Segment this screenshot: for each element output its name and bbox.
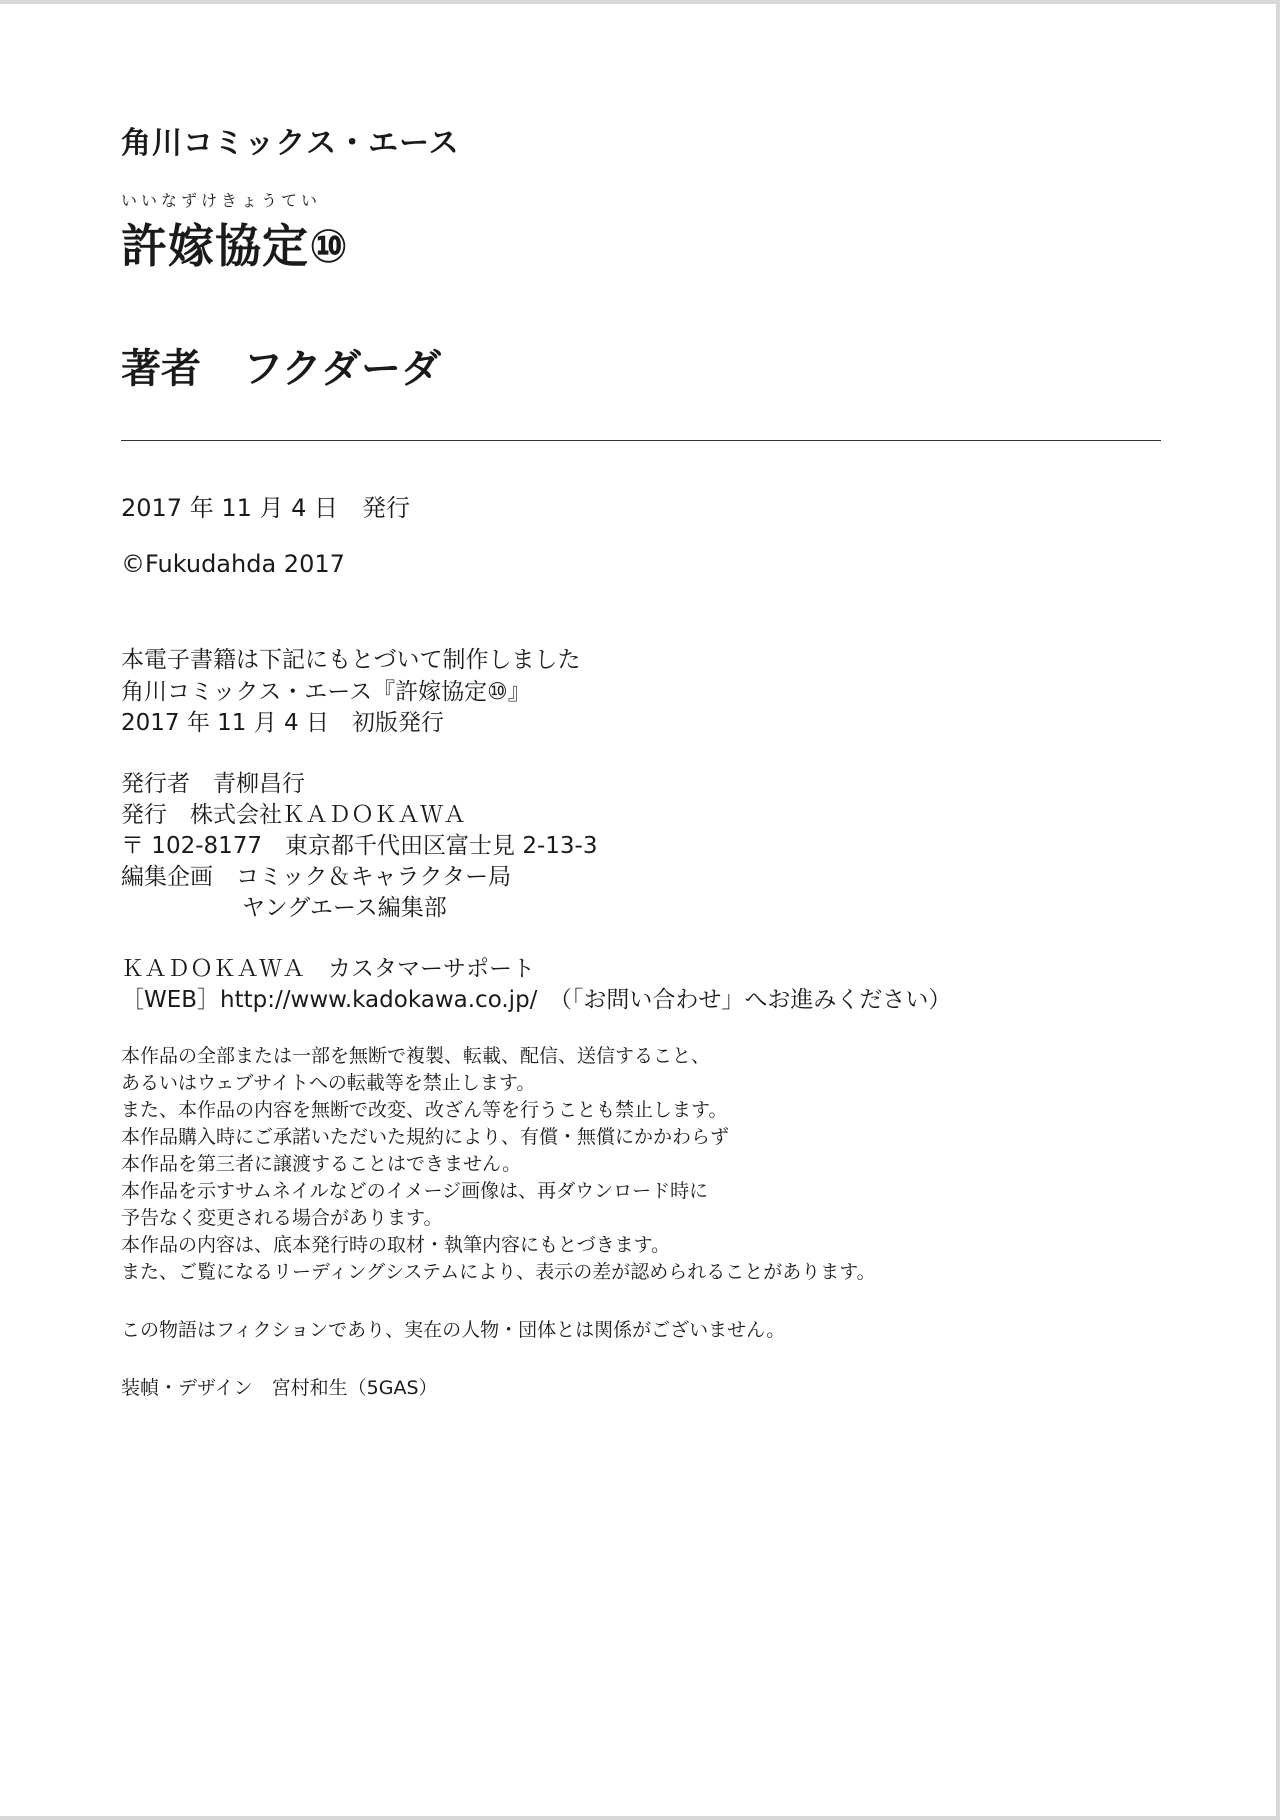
publisher-line: ヤングエース編集部 <box>242 895 447 921</box>
notice-line: 本作品を第三者に譲渡することはできません。 <box>121 1153 522 1175</box>
publisher-address: 〒 102-8177 東京都千代田区富士見 2-13-3 <box>121 833 598 859</box>
title-ruby: いいなずけきょうてい <box>121 191 322 210</box>
source-note-line: 2017 年 11 月 4 日 初版発行 <box>121 710 444 736</box>
publisher-line: 発行 株式会社ＫＡＤＯＫＡＷＡ <box>121 802 466 828</box>
support-line: ＫＡＤＯＫＡＷＡ カスタマーサポート <box>121 956 535 982</box>
notice-line: あるいはウェブサイトへの転載等を禁止します。 <box>121 1072 536 1094</box>
notice-line: 予告なく変更される場合があります。 <box>121 1207 443 1229</box>
publisher-line: 編集企画 コミック＆キャラクター局 <box>121 864 512 890</box>
support-web-line: ［WEB］http://www.kadokawa.co.jp/ （「お問い合わせ」へお進みください） <box>121 987 952 1013</box>
imprint-label: 角川コミックス・エース <box>121 126 460 161</box>
notice-line: 本作品の全部または一部を無断で複製、転載、配信、送信すること、 <box>121 1045 711 1067</box>
author-role: 著者 <box>121 346 201 392</box>
author-line <box>121 337 441 394</box>
divider-rule <box>121 440 1161 441</box>
copyright-line: ©Fukudahda 2017 <box>121 550 345 578</box>
notice-line: 本作品の内容は、底本発行時の取材・執筆内容にもとづきます。 <box>121 1234 671 1256</box>
notice-line: 本作品購入時にご承諾いただいた規約により、有償・無償にかかわらず <box>121 1126 730 1148</box>
notice-line: 本作品を示すサムネイルなどのイメージ画像は、再ダウンロード時に <box>121 1180 709 1202</box>
source-note-line: 本電子書籍は下記にもとづいて制作しました <box>121 647 581 673</box>
book-title: 許嫁協定⑩ <box>121 219 349 273</box>
notice-line: また、ご覧になるリーディングシステムにより、表示の差が認められることがあります。 <box>121 1261 876 1283</box>
publication-date: 2017 年 11 月 4 日 発行 <box>121 494 411 522</box>
source-note-line: 角川コミックス・エース『許嫁協定⑩』 <box>121 679 531 705</box>
publisher-line: 発行者 青柳昌行 <box>121 771 305 797</box>
design-credit: 装幀・デザイン 宮村和生（5GAS） <box>121 1377 438 1399</box>
author-name: フクダーダ <box>243 346 441 392</box>
notice-line: また、本作品の内容を無断で改変、改ざん等を行うことも禁止します。 <box>121 1099 728 1121</box>
fiction-note: この物語はフィクションであり、実在の人物・団体とは関係がございません。 <box>121 1319 786 1341</box>
